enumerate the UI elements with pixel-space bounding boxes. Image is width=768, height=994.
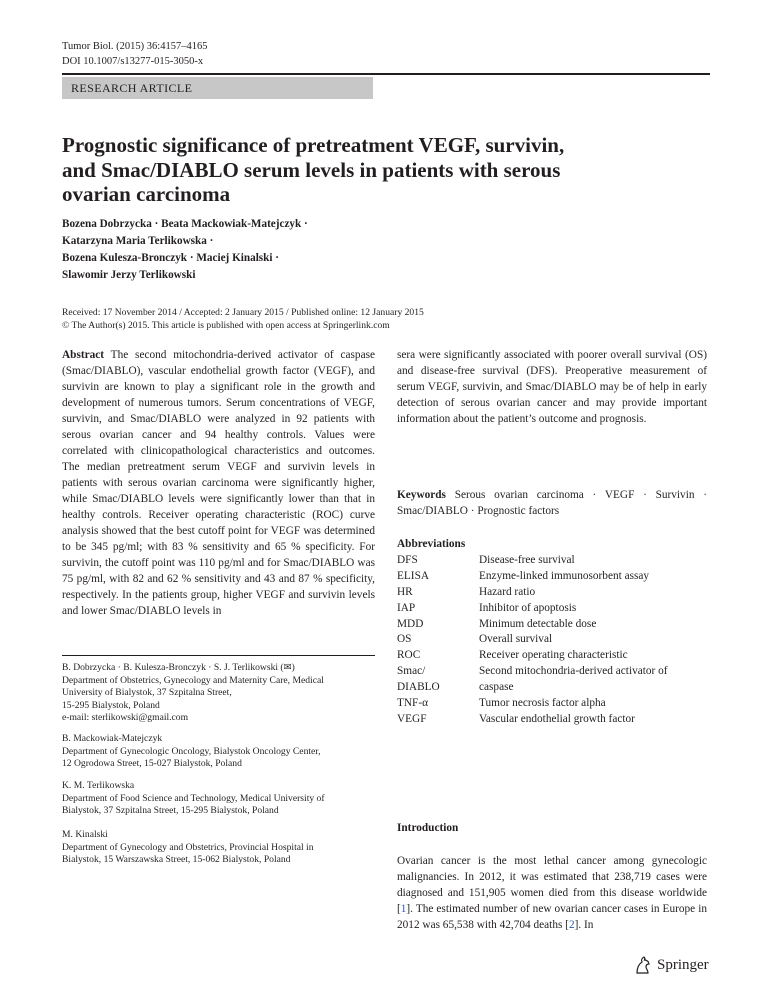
title-line: and Smac/DIABLO serum levels in patients with serous (62, 157, 561, 182)
abbreviation-row (397, 712, 668, 728)
affiliation-line: M. Kinalski (62, 829, 108, 840)
abbr-definition: Second mitochondria-derived activator of (479, 665, 668, 678)
affiliation-line: University of Bialystok, 37 Szpitalna Street, (62, 687, 232, 699)
abbr-definition: Enzyme-linked immunosorbent assay (479, 569, 650, 582)
email-link[interactable]: e-mail: sterlikowski@gmail.com (62, 712, 189, 724)
affiliation-line: Department of Gynecology and Obstetrics, Provincial Hospital in (62, 841, 314, 853)
abbreviation-row (397, 569, 668, 585)
title-line: ovarian carcinoma (62, 182, 231, 206)
reference-link[interactable]: 1 (400, 903, 407, 915)
springer-horse-icon (634, 955, 652, 975)
affiliation-line: Department of Food Science and Technology, Medical University of (62, 792, 325, 804)
intro-text-part: Ovarian cancer is the most lethal cancer among gynecologic malignancies. In 2012, it was estimated that 238,719 cases were diagnosed and 151,905 women died from this disease worldwide [ (397, 855, 707, 915)
affiliation-block (62, 662, 375, 725)
abbr-term: MDD (397, 617, 424, 630)
abbr-definition: Receiver operating characteristic (479, 649, 628, 662)
publication-info (62, 307, 424, 332)
introduction-heading: Introduction (397, 822, 459, 834)
publisher-logo (634, 955, 709, 975)
abbr-term: Smac/ (397, 665, 426, 678)
publisher-name: Springer (657, 956, 709, 973)
affiliation-line: B. Dobrzycka · B. Kulesza-Bronczyk · S. J. Terlikowski (✉) (62, 662, 295, 673)
title-line: Prognostic significance of pretreatment VEGF, survivin, (62, 133, 565, 157)
abstract-continuation: sera were significantly associated with poorer overall survival (OS) and disease-free survival (DFS). Preoperative measurement of serum VEGF, survivin, and Smac/DIABLO may be of help in early detection of serous ovarian cancer and may provide important information about the patient’s outcome and prognosis. (397, 349, 707, 425)
abbreviation-row (397, 617, 668, 633)
abbr-term: TNF-α (397, 697, 429, 710)
affiliation-line: Department of Obstetrics, Gynecology and Maternity Care, Medical (62, 674, 324, 686)
keywords (397, 487, 707, 519)
affiliation-block (62, 829, 375, 867)
abstract-text: The second mitochondria-derived activator of caspase (Smac/DIABLO), vascular endothelial growth factor (VEGF), and survivin are known to play a significant role in the growth and development of numerous tumors. Serum concentrations of VEGF, survivin, and Smac/DIABLO were analyzed in 92 patients with serous ovarian cancer and 94 healthy controls. Values were correlated with clinicopathological characteristics and outcomes. The median pretreatment serum VEGF and survivin levels in patients with serous ovarian carcinoma were significantly higher, while Smac/DIABLO levels were significantly lower than that in healthy controls. Receiver operating characteristic (ROC) curve analysis showed that the best cutoff point for VEGF was determined to be 345 pg/ml; with 83 % sensitivity and 65 % specificity. For survivin, the cutoff point was 110 pg/ml and for Smac/DIABLO was 75 pg/ml, with 82 and 62 % sensitivity and 43 and 87 % specificity, respectively. In the patients group, higher VEGF and survivin levels and lower Smac/DIABLO levels in (62, 349, 375, 617)
abbr-definition: Overall survival (479, 633, 553, 646)
abbreviations-table (397, 553, 668, 728)
doi: DOI 10.1007/s13277-015-3050-x (62, 56, 204, 67)
affiliation-line: Bialystok, 15 Warszawska Street, 15-062 Bialystok, Poland (62, 854, 291, 866)
abbr-definition: Minimum detectable dose (479, 617, 597, 630)
article-title (62, 133, 662, 207)
abbreviation-row (397, 696, 668, 712)
abbreviations-heading: Abbreviations (397, 538, 466, 550)
affiliation-line: 15-295 Bialystok, Poland (62, 699, 160, 711)
keywords-text: Serous ovarian carcinoma · VEGF · Survivin · Smac/DIABLO · Prognostic factors (397, 489, 707, 517)
intro-text-part: ]. In (574, 919, 594, 931)
reference-link[interactable]: 2 (568, 919, 575, 931)
abstract (62, 347, 375, 619)
introduction-text (397, 853, 707, 933)
affiliation-line: 12 Ogrodowa Street, 15-027 Bialystok, Poland (62, 758, 242, 770)
affiliation-line: K. M. Terlikowska (62, 780, 135, 791)
journal-header (62, 39, 207, 69)
abbreviation-row (397, 680, 668, 696)
author-line: Bozena Kulesza-Bronczyk · Maciej Kinalski · (62, 252, 280, 264)
affiliation-divider (62, 655, 375, 656)
abbreviation-row (397, 648, 668, 664)
abbreviation-row (397, 585, 668, 601)
abbr-term: DIABLO (397, 681, 440, 694)
abbr-definition: Tumor necrosis factor alpha (479, 697, 606, 710)
abbr-term: VEGF (397, 712, 427, 725)
article-type-banner: RESEARCH ARTICLE (62, 77, 373, 99)
affiliation-line: B. Mackowiak-Matejczyk (62, 733, 163, 744)
author-line: Bozena Dobrzycka · Beata Mackowiak-Matejczyk · (62, 218, 308, 230)
abbr-definition: Vascular endothelial growth factor (479, 712, 635, 725)
author-list (62, 216, 502, 284)
abbr-definition: Inhibitor of apoptosis (479, 601, 577, 614)
abbr-term: ELISA (397, 569, 430, 582)
abstract-heading: Abstract (62, 349, 105, 361)
author-line: Slawomir Jerzy Terlikowski (62, 269, 196, 281)
affiliation-line: Bialystok, 37 Szpitalna Street, 15-295 Bialystok, Poland (62, 805, 279, 817)
abbr-term: IAP (397, 601, 416, 614)
abbreviation-row (397, 664, 668, 680)
header-rule (62, 73, 710, 75)
abbreviation-row (397, 632, 668, 648)
abbr-term: HR (397, 585, 413, 598)
journal-citation: Tumor Biol. (2015) 36:4157–4165 (62, 41, 208, 52)
intro-text-part: ]. The estimated number of new ovarian cancer cases in Europe in 2012 was 65,538 with 42,704 deaths [ (397, 903, 707, 931)
abbreviation-row (397, 601, 668, 617)
author-line: Katarzyna Maria Terlikowska · (62, 235, 214, 247)
keywords-heading: Keywords (397, 489, 446, 501)
affiliation-line: Department of Gynecologic Oncology, Bialystok Oncology Center, (62, 745, 321, 757)
abbr-definition: Hazard ratio (479, 585, 536, 598)
abbr-definition: caspase (479, 681, 514, 694)
affiliation-block (62, 780, 375, 818)
abbr-term: ROC (397, 649, 421, 662)
abbr-term: OS (397, 633, 412, 646)
abbr-term: DFS (397, 553, 418, 566)
abbreviation-row (397, 553, 668, 569)
publication-dates: Received: 17 November 2014 / Accepted: 2 January 2015 / Published online: 12 January 2015 (62, 307, 424, 318)
copyright-notice: © The Author(s) 2015. This article is published with open access at Springerlink.com (62, 319, 390, 331)
abbreviations (397, 537, 717, 728)
affiliation-block (62, 733, 375, 771)
abbr-definition: Disease-free survival (479, 553, 575, 566)
